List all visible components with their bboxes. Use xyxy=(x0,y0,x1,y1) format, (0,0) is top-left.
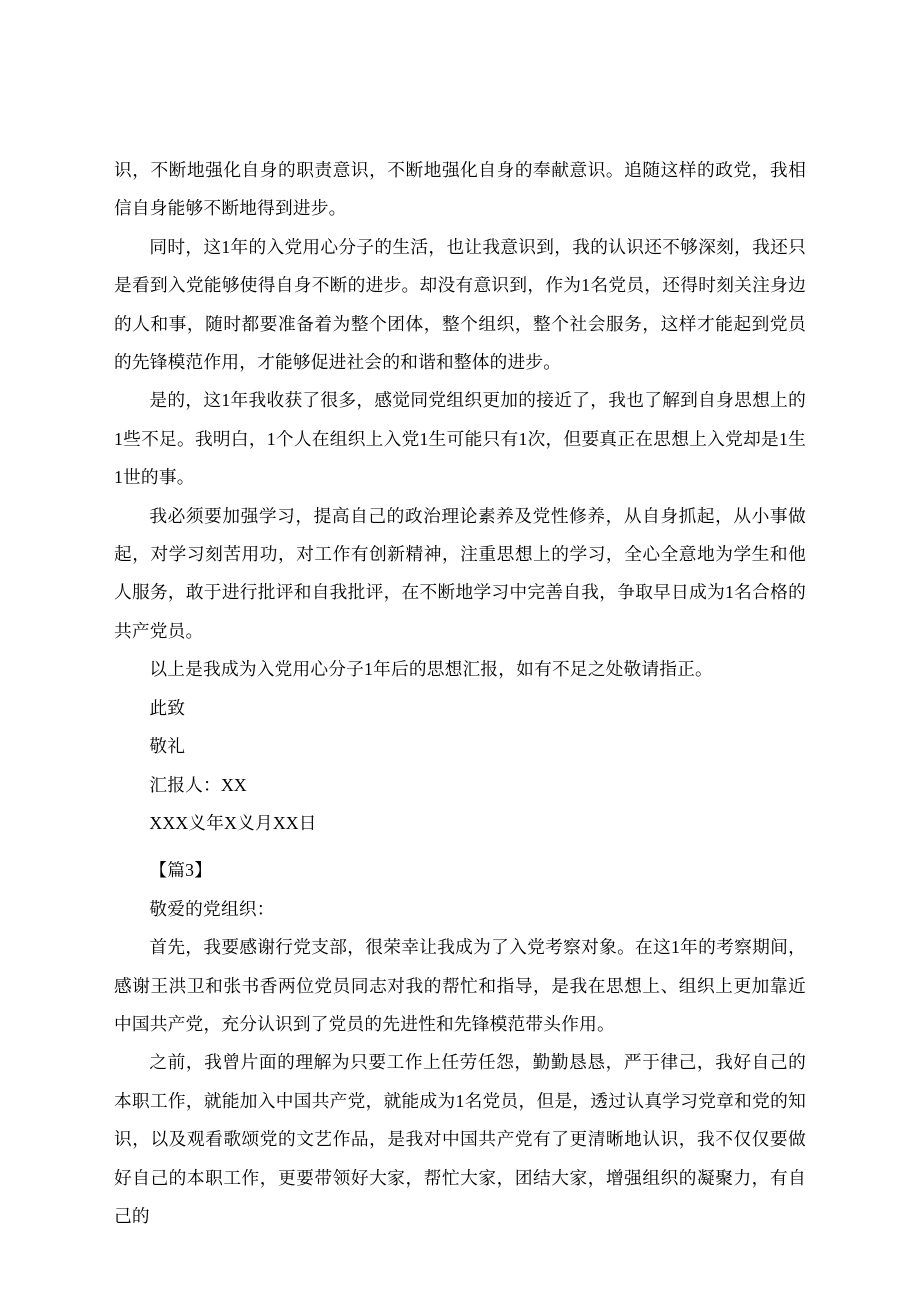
paragraph: 我必须要加强学习，提高自己的政治理论素养及党性修养，从自身抓起，从小事做起，对学习刻苦用功，对工作有创新精神，注重思想上的学习，全心全意地为学生和他人服务，敢于进行批评和自我批评，在不断地学习中完善自我，争取早日成为1名合格的共产党员。 xyxy=(114,505,806,641)
paragraph: 是的，这1年我收获了很多，感觉同党组织更加的接近了，我也了解到自身思想上的1些不足。我明白，1个人在组织上入党1生可能只有1次，但要真正在思想上入党却是1生1世的事。 xyxy=(114,390,806,488)
closing-respect: 敬礼 xyxy=(149,736,186,757)
paragraph: 首先，我要感谢行党支部，很荣幸让我成为了入党考察对象。在这1年的考察期间，感谢王洪卫和张书香两位党员同志对我的帮忙和指导，是我在思想上、组织上更加靠近中国共产党，充分认识到了党员的先进性和先锋模范带头作用。 xyxy=(114,937,806,1034)
paragraph: 同时，这1年的入党用心分子的生活，也让我意识到，我的认识还不够深刻，我还只是看到入党能够使得自身不断的进步。却没有意识到，作为1名党员，还得时刻关注身边的人和事，随时都要准备着为整个团体，整个组织，整个社会服务，这样才能起到党员的先锋模范作用，才能够促进社会的和谐和整体的进步。 xyxy=(114,236,806,373)
section-title: 【篇3】 xyxy=(149,860,213,881)
document-body xyxy=(114,151,806,1235)
closing-salute: 此致 xyxy=(149,697,186,718)
paragraph: 以上是我成为入党用心分子1年后的思想汇报，如有不足之处敬请指正。 xyxy=(149,659,713,680)
paragraph: 之前，我曾片面的理解为只要工作上任劳任怨，勤勤恳恳，严于律己，我好自己的本职工作，就能加入中国共产党，就能成为1名党员，但是，透过认真学习党章和党的知识，以及观看歌颂党的文艺作品，是我对中国共产党有了更清晰地认识，我不仅仅要做好自己的本职工作，更要带领好大家，帮忙大家，团结大家，增强组织的凝聚力，有自己的 xyxy=(114,1052,806,1226)
salutation: 敬爱的党组织： xyxy=(149,898,275,919)
paragraph-continuation: 识，不断地强化自身的职责意识，不断地强化自身的奉献意识。追随这样的政党，我相信自身能够不断地得到进步。 xyxy=(114,160,806,219)
date-line: XXX义年X义月XX日 xyxy=(149,812,317,833)
reporter-line: 汇报人：XX xyxy=(149,774,247,795)
